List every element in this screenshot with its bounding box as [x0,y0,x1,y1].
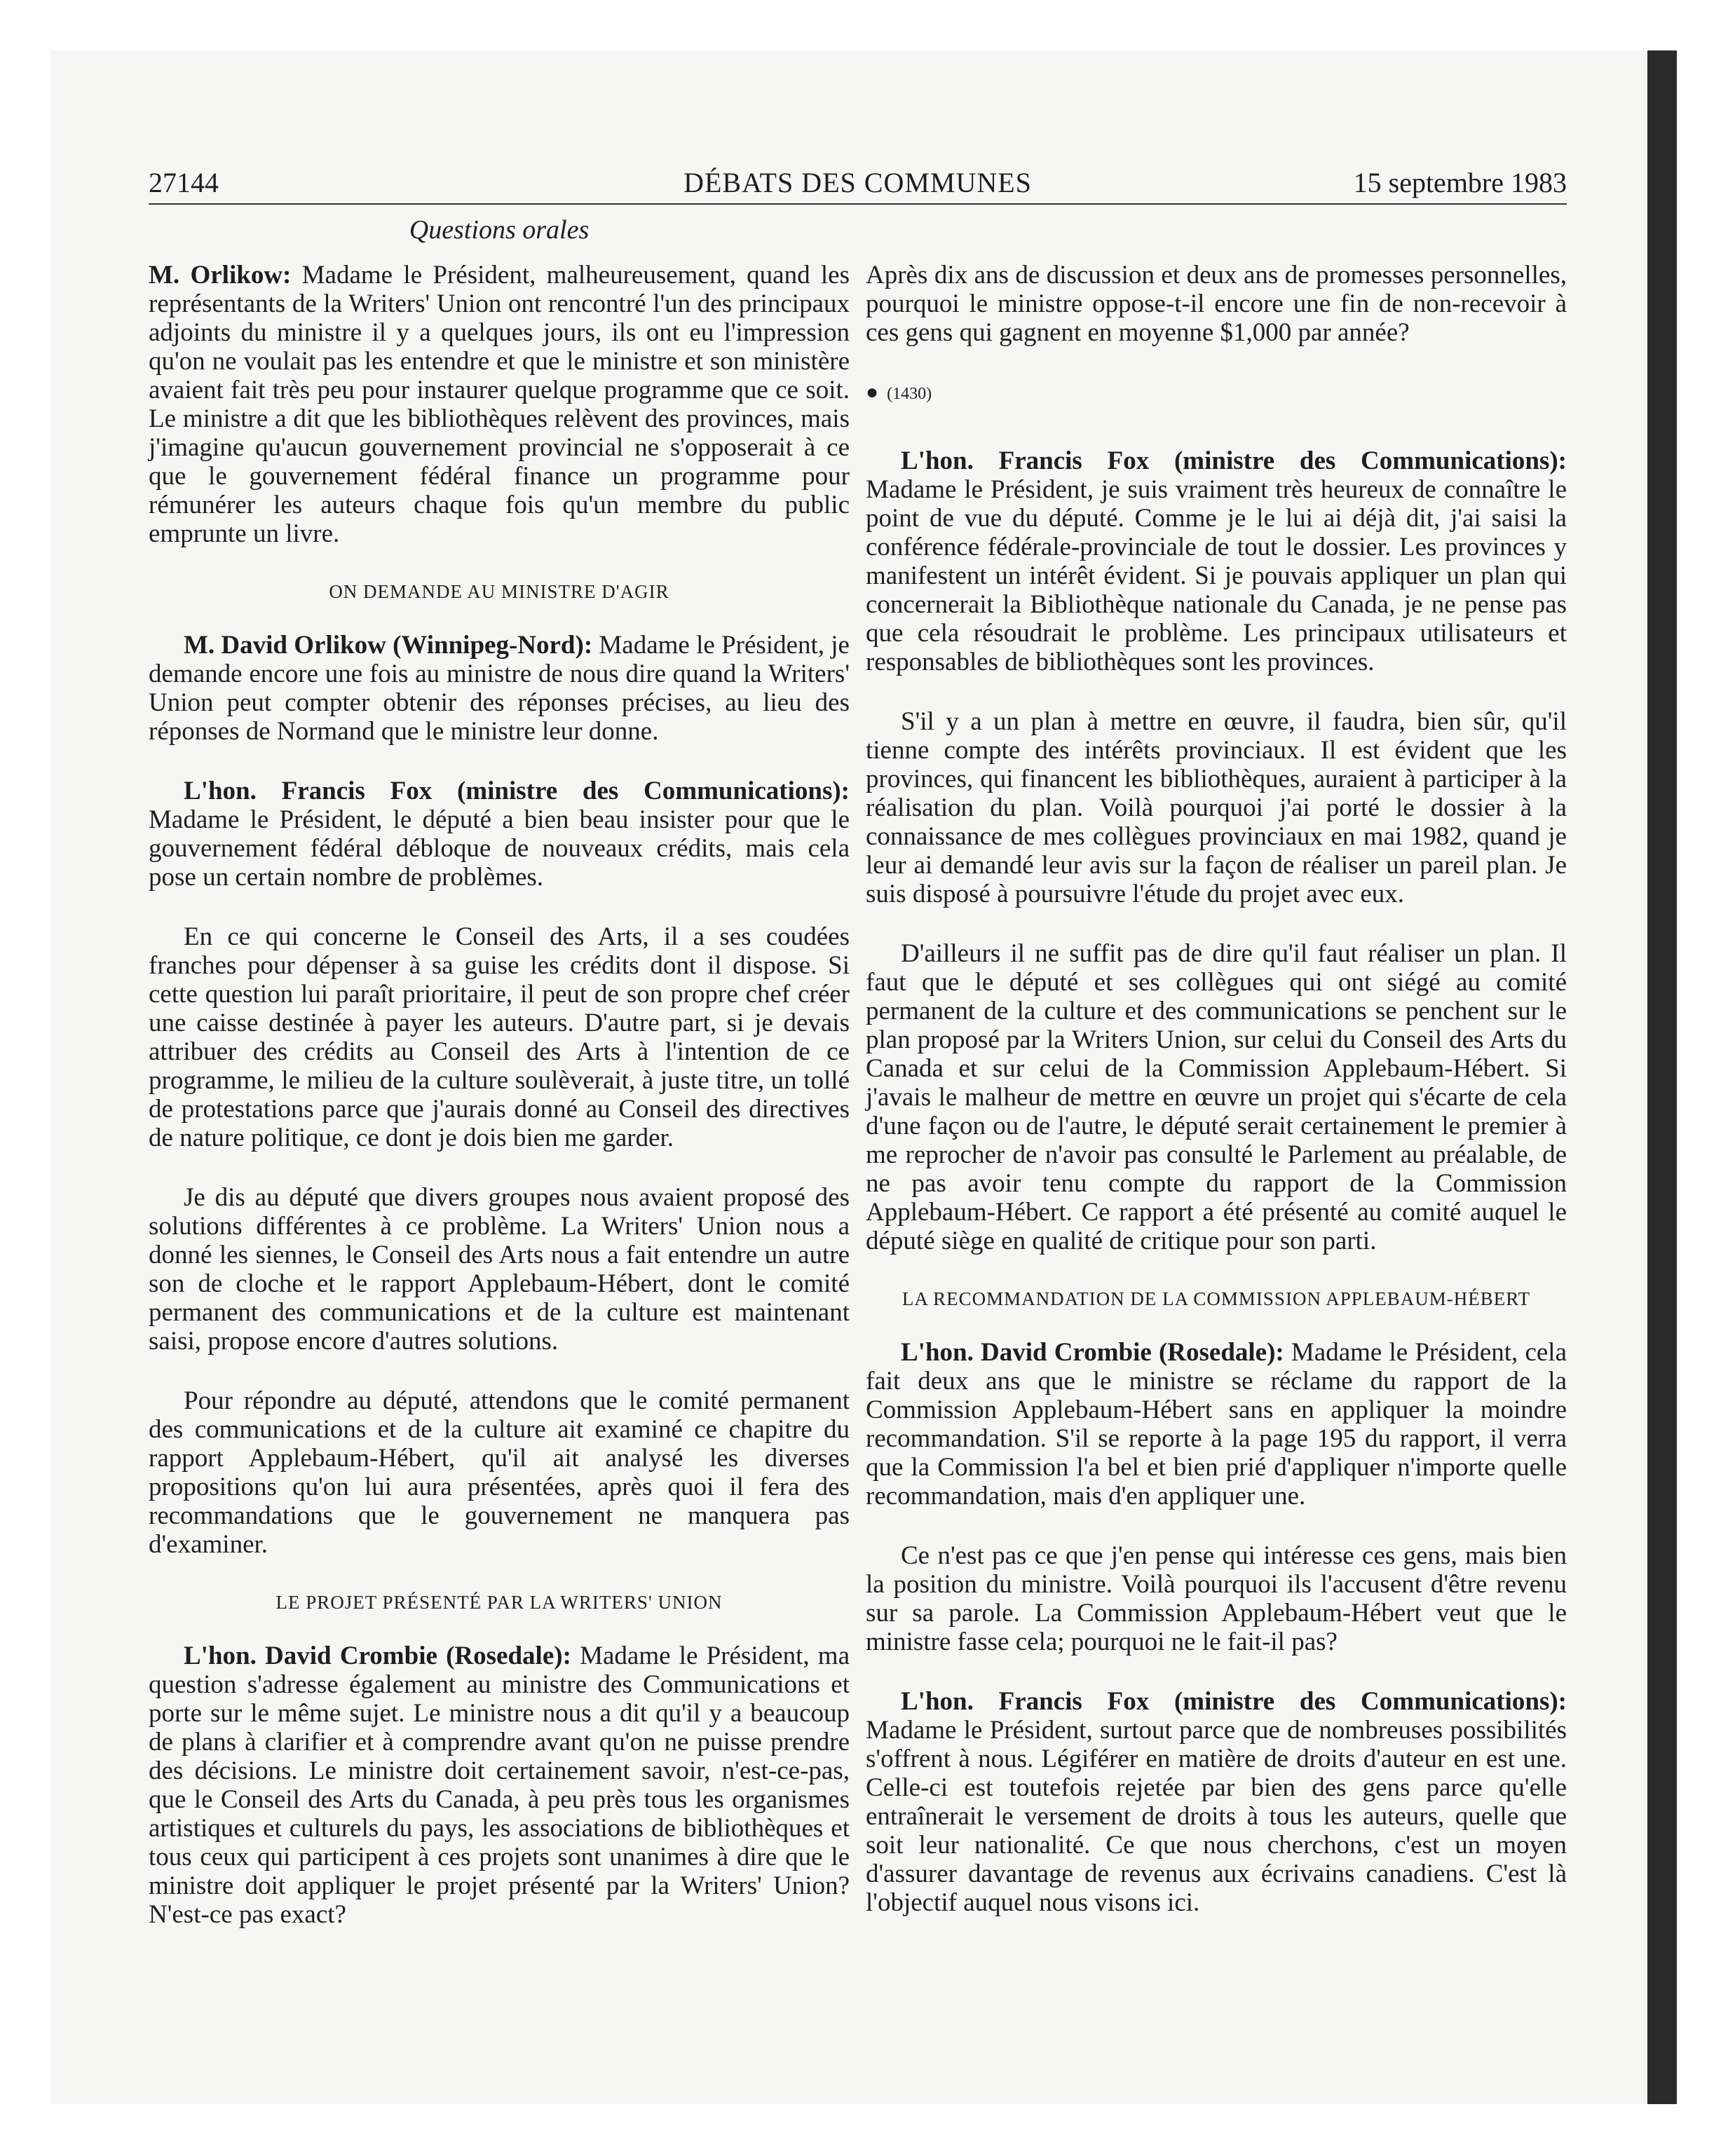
speaker-name: L'hon. Francis Fox (ministre des Communications): [901,446,1567,475]
subheading: LE PROJET PRÉSENTÉ PAR LA WRITERS' UNION [275,1592,723,1613]
subheading: LA RECOMMANDATION DE LA COMMISSION APPLEBAUM-HÉBERT [901,1288,1531,1309]
right-column [866,261,1567,1948]
paragraph [149,777,850,892]
paragraph: Pour répondre au député, attendons que le comité permanent des communications et de la culture ait examiné ce chapitre du rapport Applebaum-Hébert, qu'il ait analysé les diverses propositions qu'on lui aura présentées, après quoi il fera des recommandations que le gouvernement ne manquera pas d'examiner. [149,1386,850,1559]
speaker-name: L'hon. Francis Fox (ministre des Communications): [184,777,850,805]
paragraph: Après dix ans de discussion et deux ans de promesses personnelles, pourquoi le ministre oppose-t-il encore une fin de non-recevoir à ces gens qui gagnent en moyenne $1,000 par année? [866,261,1567,347]
paragraph [866,446,1567,676]
speaker-name: M. Orlikow: [149,261,292,289]
bullet-icon: ● [866,381,879,404]
section-label: Questions orales [409,215,590,245]
speaker-name: M. David Orlikow (Winnipeg-Nord): [184,631,593,660]
left-column [149,261,850,1960]
paragraph [149,1642,850,1929]
time-marker-text: (1430) [887,385,932,403]
time-marker [866,378,1567,409]
paragraph: Je dis au député que divers groupes nous avaient proposé des solutions différentes à ce problème. La Writers' Union nous a donné les siennes, le Conseil des Arts nous a fait entendre un autre son de cloche et le rapport Applebaum-Hébert, dont le comité permanent des communications et de la culture est maintenant saisi, propose encore d'autres solutions. [149,1183,850,1356]
paragraph: S'il y a un plan à mettre en œuvre, il faudra, bien sûr, qu'il tienne compte des intérêts provinciaux. Il est évident que les provinces, qui financent les bibliothèques, auraient à participer à la réalisation du plan. Voilà pourquoi j'ai porté le dossier à la connaissance de mes collègues provinciaux en mai 1982, quand je leur ai demandé leur avis sur la façon de réaliser un pareil plan. Je suis disposé à poursuivre l'étude du projet avec eux. [866,707,1567,908]
speaker-name: L'hon. David Crombie (Rosedale): [901,1338,1284,1367]
page-header [149,164,1567,205]
subheading: ON DEMANDE AU MINISTRE D'AGIR [329,581,669,602]
paragraph [149,261,850,548]
paragraph [149,631,850,746]
speech-text: Madame le Président, je suis vraiment très heureux de connaître le point de vue du député. Comme je le lui ai déjà dit, j'ai saisi la conférence fédérale-provinciale de tout le dossier. Les provinces y manifestent un intérêt évident. Si je pouvais appliquer un plan qui concernerait la Bibliothèque nationale du Canada, je ne pense pas que cela résoudrait le problème. Les principaux utilisateurs et responsables de bibliothèques sont les provinces. [866,475,1567,676]
publication-date: 15 septembre 1983 [1353,167,1567,198]
page-number: 27144 [149,167,219,198]
publication-title: DÉBATS DES COMMUNES [683,167,1032,198]
speaker-name: L'hon. David Crombie (Rosedale): [184,1642,571,1670]
speech-text: Madame le Président, le député a bien beau insister pour que le gouvernement fédéral débloque de nouveaux crédits, mais cela pose un certain nombre de problèmes. [149,805,850,892]
paragraph [866,1687,1567,1917]
speech-text: Madame le Président, surtout parce que de nombreuses possibilités s'offrent à nous. Légiférer en matière de droits d'auteur en est une. Celle-ci est toutefois rejetée par bien des gens parce qu'elle entraînerait le versement de droits à tous les auteurs, quelle que soit leur nationalité. Ce que nous cherchons, c'est un moyen d'assurer davantage de revenus aux écrivains canadiens. C'est là l'objectif auquel nous visons ici. [866,1716,1567,1917]
speaker-name: L'hon. Francis Fox (ministre des Communications): [901,1687,1567,1716]
speech-text: Madame le Président, je demande encore une fois au ministre de nous dire quand la Writers' Union peut compter obtenir des réponses précises, au lieu des réponses de Normand que le ministre leur donne. [149,631,850,746]
speech-text: Madame le Président, cela fait deux ans que le ministre se réclame du rapport de la Commission Applebaum-Hébert sans en appliquer la moindre recommandation. S'il se reporte à la page 195 du rapport, il verra que la Commission l'a bel et bien prié d'appliquer n'importe quelle recommandation, mais d'en appliquer une. [866,1338,1567,1510]
scan-edge-shadow [1647,50,1677,2104]
paragraph: En ce qui concerne le Conseil des Arts, il a ses coudées franches pour dépenser à sa guise les crédits dont il dispose. Si cette question lui paraît prioritaire, il peut de son propre chef créer une caisse destinée à payer les auteurs. D'autre part, si je devais attribuer des crédits au Conseil des Arts à l'intention de ce programme, le milieu de la culture soulèverait, à juste titre, un tollé de protestations parce que j'aurais donné au Conseil des directives de nature politique, ce dont je dois bien me garder. [149,922,850,1152]
speech-text: Madame le Président, malheureusement, quand les représentants de la Writers' Union ont rencontré l'un des principaux adjoints du ministre il y a quelques jours, ils ont eu l'impression qu'on ne voulait pas les entendre et que le ministre et son ministère avaient fait très peu pour instaurer quelque programme que ce soit. Le ministre a dit que les bibliothèques relèvent des provinces, mais j'imagine qu'aucun gouvernement provincial ne s'opposerait à ce que le gouvernement fédéral finance un programme pour rémunérer les auteurs chaque fois qu'un membre du public emprunte un livre. [149,261,850,548]
paragraph: Ce n'est pas ce que j'en pense qui intéresse ces gens, mais bien la position du ministre. Voilà pourquoi ils l'accusent d'être revenu sur sa parole. La Commission Applebaum-Hébert veut que le ministre fasse cela; pourquoi ne le fait-il pas? [866,1541,1567,1656]
paragraph: D'ailleurs il ne suffit pas de dire qu'il faut réaliser un plan. Il faut que le député et ses collègues qui ont siégé au comité permanent de la culture et des communications se penchent sur le plan proposé par la Writers Union, sur celui du Conseil des Arts du Canada et sur celui de la Commission Applebaum-Hébert. Si j'avais le malheur de mettre en œuvre un projet qui s'écarte de cela d'une façon ou de l'autre, le député serait certainement le premier à me reprocher de n'avoir pas consulté le Parlement au préalable, de ne pas avoir tenu compte du rapport de la Commission Applebaum-Hébert. Ce rapport a été présenté au comité auquel le député siège en qualité de critique pour son parti. [866,939,1567,1255]
paragraph [866,1338,1567,1510]
speech-text: Madame le Président, ma question s'adresse également au ministre des Communications et porte sur le même sujet. Le ministre nous a dit qu'il y a beaucoup de plans à clarifier et à comprendre avant qu'on ne puisse prendre des décisions. Le ministre doit certainement savoir, n'est-ce-pas, que le Conseil des Arts du Canada, à peu près tous les organismes artistiques et culturels du pays, les associations de bibliothèques et tous ceux qui participent à ces projets sont unanimes à dire que le ministre doit appliquer le projet présenté par la Writers' Union? N'est-ce pas exact? [149,1642,850,1929]
